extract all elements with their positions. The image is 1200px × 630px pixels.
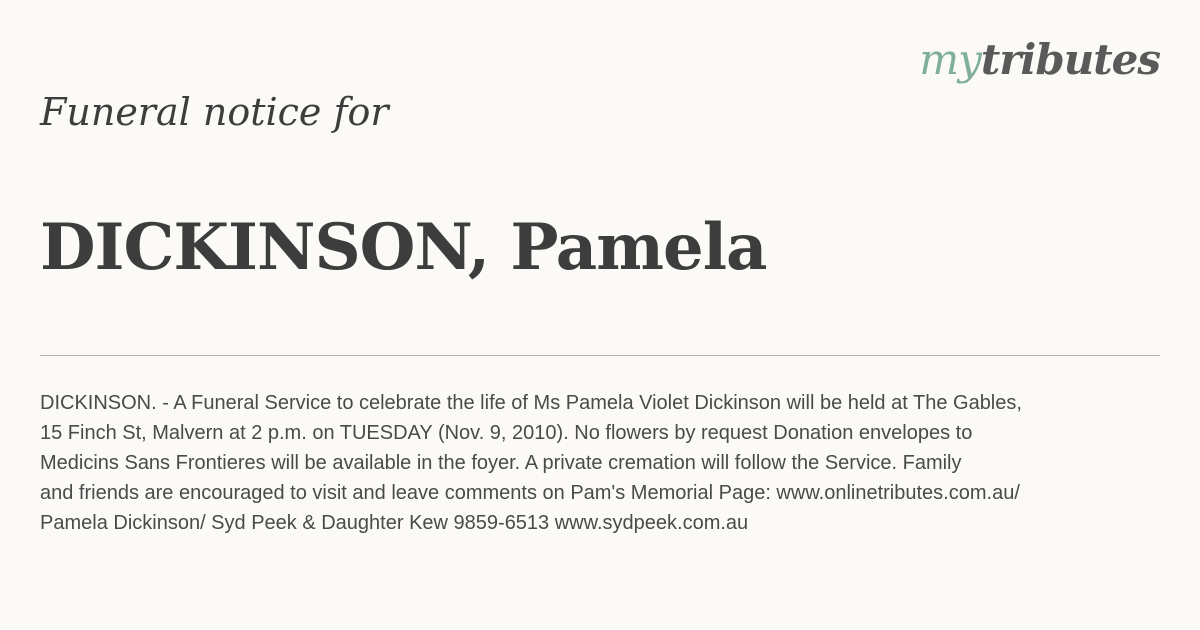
mytributes-logo[interactable]	[919, 36, 1160, 84]
notice-line: DICKINSON. - A Funeral Service to celebrate the life of Ms Pamela Violet Dickinson will be held at The Gables,	[40, 392, 1022, 414]
notice-line: Medicins Sans Frontieres will be available in the foyer. A private cremation will follow the Service. Family	[40, 452, 962, 474]
deceased-name: DICKINSON, Pamela	[40, 210, 767, 285]
notice-line: and friends are encouraged to visit and leave comments on Pam's Memorial Page: www.onlinetributes.com.au/	[40, 482, 1020, 504]
funeral-notice-heading: Funeral notice for	[40, 90, 389, 134]
notice-line: 15 Finch St, Malvern at 2 p.m. on TUESDAY (Nov. 9, 2010). No flowers by request Donation envelopes to	[40, 422, 973, 444]
logo-my-text: my	[919, 35, 981, 84]
notice-body	[40, 388, 1160, 538]
section-divider	[40, 355, 1160, 356]
logo-tributes-text: tributes	[980, 35, 1160, 84]
notice-line: Pamela Dickinson/ Syd Peek & Daughter Kew 9859-6513 www.sydpeek.com.au	[40, 512, 749, 534]
